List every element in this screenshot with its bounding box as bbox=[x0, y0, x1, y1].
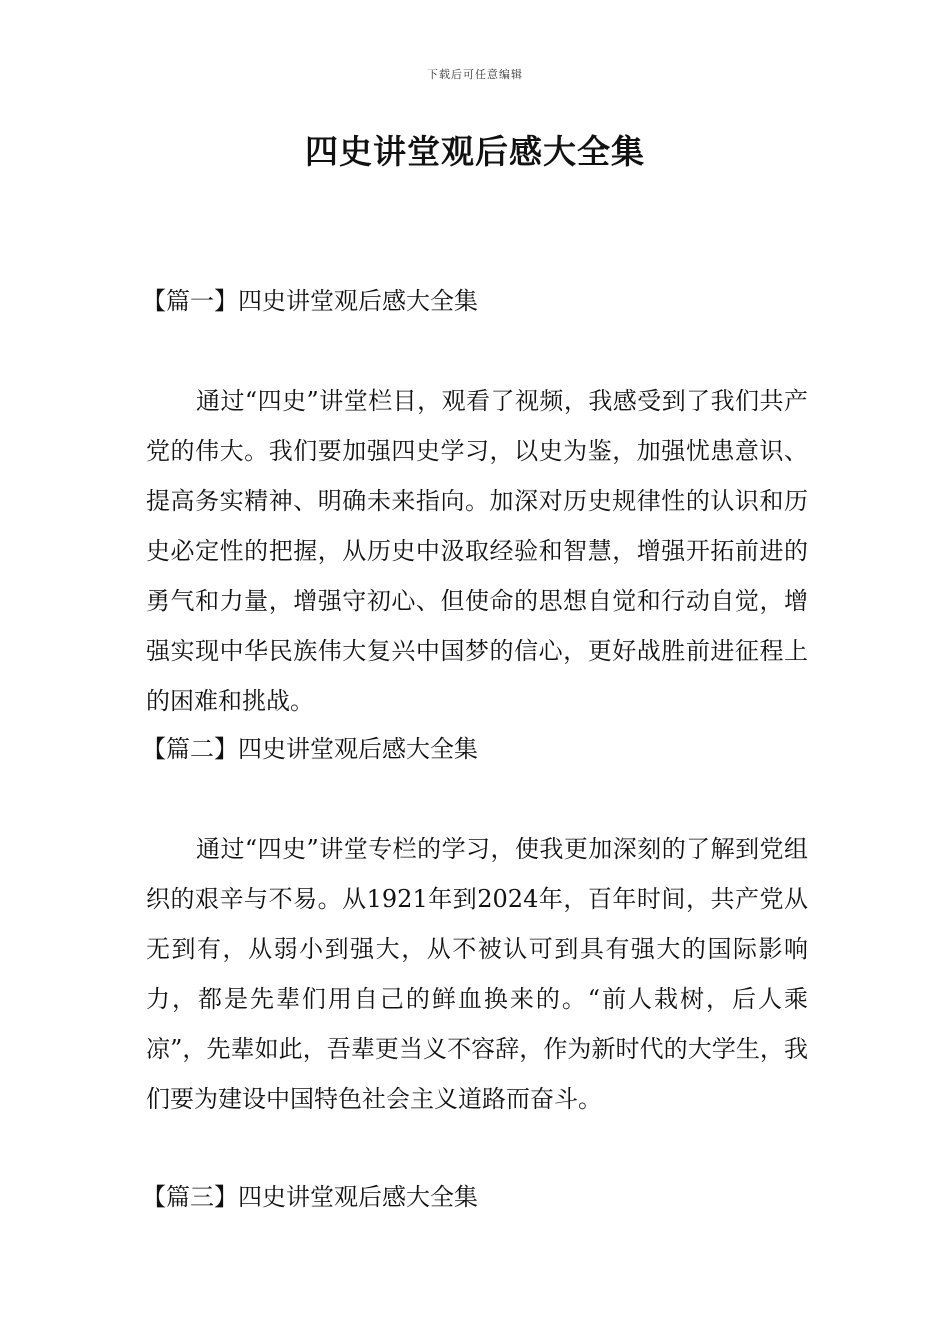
paragraph: 通过“四史”讲堂栏目，观看了视频，我感受到了我们共产党的伟大。我们要加强四史学习，以史为鉴，加强忧患意识、提高务实精神、明确未来指向。加深对历史规律性的认识和历史必定性的把握，从历史中汲取经验和智慧，增强开拓前进的勇气和力量，增强守初心、但使命的思想自觉和行动自觉，增强实现中华民族伟大复兴中国梦的信心，更好战胜前进征程上的困难和挑战。 bbox=[146, 387, 808, 715]
header-note: 下载后可任意编辑 bbox=[427, 68, 523, 81]
section-body-1 bbox=[146, 376, 808, 726]
section-heading-2: 【篇二】四史讲堂观后感大全集 bbox=[142, 735, 478, 763]
paragraph: 通过“四史”讲堂专栏的学习，使我更加深刻的了解到党组织的艰辛与不易。从1921年到2024年，百年时间，共产党从无到有，从弱小到强大，从不被认可到具有强大的国际影响力，都是先辈们用自己的鲜血换来的。“前人栽树，后人乘凉”，先辈如此，吾辈更当义不容辞，作为新时代的大学生，我们要为建设中国特色社会主义道路而奋斗。 bbox=[146, 835, 808, 1113]
document-title: 四史讲堂观后感大全集 bbox=[305, 132, 645, 171]
section-body-2 bbox=[146, 824, 808, 1124]
section-heading-3: 【篇三】四史讲堂观后感大全集 bbox=[142, 1183, 478, 1211]
section-heading-1: 【篇一】四史讲堂观后感大全集 bbox=[142, 287, 478, 315]
